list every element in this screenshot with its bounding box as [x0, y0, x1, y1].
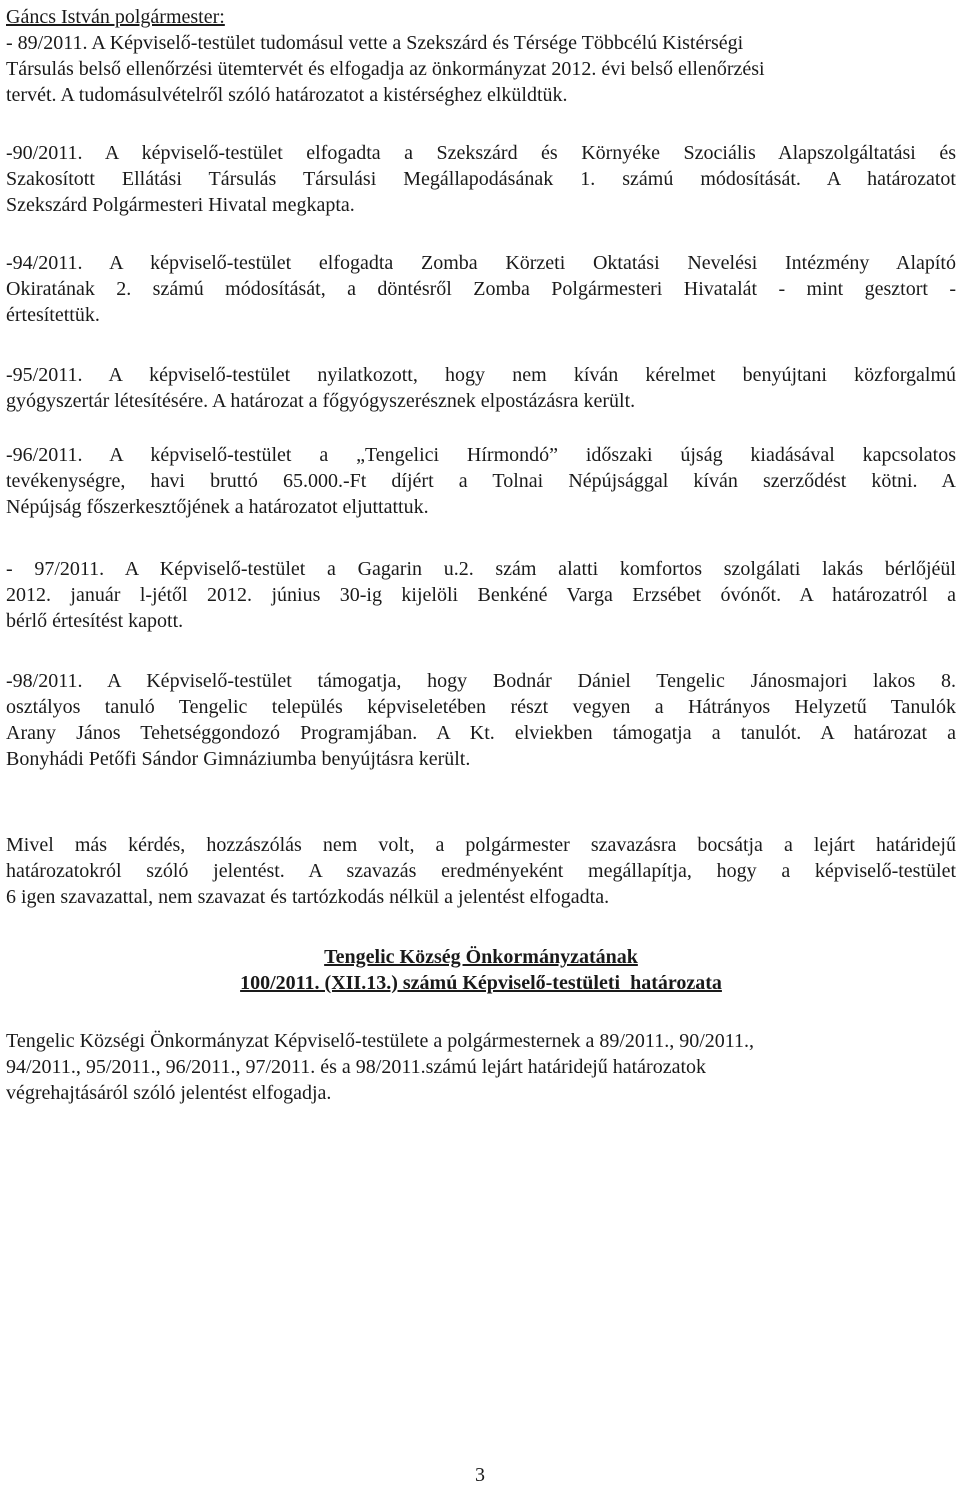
item-line: Társulás belső ellenőrzési ütemtervét és elfogadja az önkormányzat 2012. évi belső ellenőrzési	[6, 58, 765, 80]
item-line: -98/2011. A Képviselő-testület támogatja, hogy Bodnár Dániel Tengelic Jánosmajori lakos 8.	[6, 670, 956, 692]
item-line: Szakosított Ellátási Társulás Társulási Megállapodásának 1. számú módosítását. A határozatot	[6, 168, 956, 190]
item-line: -95/2011. A képviselő-testület nyilatkozott, hogy nem kíván kérelmet benyújtani közforgalmú	[6, 364, 956, 386]
item-line: -90/2011. A képviselő-testület elfogadta a Szekszárd és Környéke Szociális Alapszolgáltatási és	[6, 142, 956, 164]
item-line: tevékenységre, havi bruttó 65.000.-Ft díjért a Tolnai Népújsággal kíván szerződést kötni. A	[6, 470, 956, 492]
item-line: Arany János Tehetséggondozó Programjában. A Kt. elviekben támogatja a tanulót. A határozat a	[6, 722, 956, 744]
item-96-2011	[6, 442, 956, 520]
item-line: bérlő értesítést kapott.	[6, 610, 184, 632]
item-line: gyógyszertár létesítésére. A határozat a főgyógyszerésznek elpostázásra került.	[6, 390, 636, 412]
item-90-2011	[6, 140, 956, 218]
item-89-2011	[6, 30, 956, 108]
item-line: osztályos tanuló Tengelic település képviseletében részt vegyen a Hátrányos Helyzetű Tanulók	[6, 696, 956, 718]
item-line: értesítettük.	[6, 304, 100, 326]
item-line: Népújság főszerkesztőjének a határozatot eljuttattuk.	[6, 496, 429, 518]
item-94-2011	[6, 250, 956, 328]
resolution-title-line2: 100/2011. (XII.13.) számú Képviselő-testületi határozata	[240, 972, 722, 994]
item-line: -94/2011. A képviselő-testület elfogadta Zomba Körzeti Oktatási Nevelési Intézmény Alapító	[6, 252, 956, 274]
summary-paragraph	[6, 832, 956, 910]
item-98-2011	[6, 668, 956, 772]
resolution-title	[6, 944, 956, 996]
speaker-heading: Gáncs István polgármester:	[6, 6, 225, 28]
item-line: -96/2011. A képviselő-testület a „Tengelici Hírmondó” időszaki újság kiadásával kapcsolatos	[6, 444, 956, 466]
resolution-title-line1: Tengelic Község Önkormányzatának	[324, 946, 638, 968]
item-95-2011	[6, 362, 956, 414]
summary-line: határozatokról szóló jelentést. A szavazás eredményeként megállapítja, hogy a képviselő-testület	[6, 860, 956, 882]
resolution-line: Tengelic Községi Önkormányzat Képviselő-testülete a polgármesternek a 89/2011., 90/2011.,	[6, 1030, 755, 1052]
page-number: 3	[475, 1464, 485, 1486]
summary-line: 6 igen szavazattal, nem szavazat és tartózkodás nélkül a jelentést elfogadta.	[6, 886, 610, 908]
item-line: Szekszárd Polgármesteri Hivatal megkapta.	[6, 194, 355, 216]
item-line: Okiratának 2. számú módosítását, a döntésről Zomba Polgármesteri Hivatalát - mint gesztort -	[6, 278, 956, 300]
item-line: - 97/2011. A Képviselő-testület a Gagarin u.2. szám alatti komfortos szolgálati lakás bérlőjéül	[6, 558, 956, 580]
resolution-line: 94/2011., 95/2011., 96/2011., 97/2011. és a 98/2011.számú lejárt határidejű határozatok	[6, 1056, 707, 1078]
item-line: tervét. A tudomásulvételről szóló határozatot a kistérséghez elküldtük.	[6, 84, 568, 106]
item-line: Bonyhádi Petőfi Sándor Gimnáziumba benyújtásra került.	[6, 748, 471, 770]
item-97-2011	[6, 556, 956, 634]
summary-line: Mivel más kérdés, hozzászólás nem volt, a polgármester szavazásra bocsátja a lejárt határidejű	[6, 834, 956, 856]
item-line: - 89/2011. A Képviselő-testület tudomásul vette a Szekszárd és Térsége Többcélú Kistérségi	[6, 32, 744, 54]
resolution-body	[6, 1028, 956, 1106]
resolution-line: végrehajtásáról szóló jelentést elfogadja.	[6, 1082, 332, 1104]
item-line: 2012. január l-jétől 2012. június 30-ig kijelöli Benkéné Varga Erzsébet óvónőt. A határozatról a	[6, 584, 956, 606]
